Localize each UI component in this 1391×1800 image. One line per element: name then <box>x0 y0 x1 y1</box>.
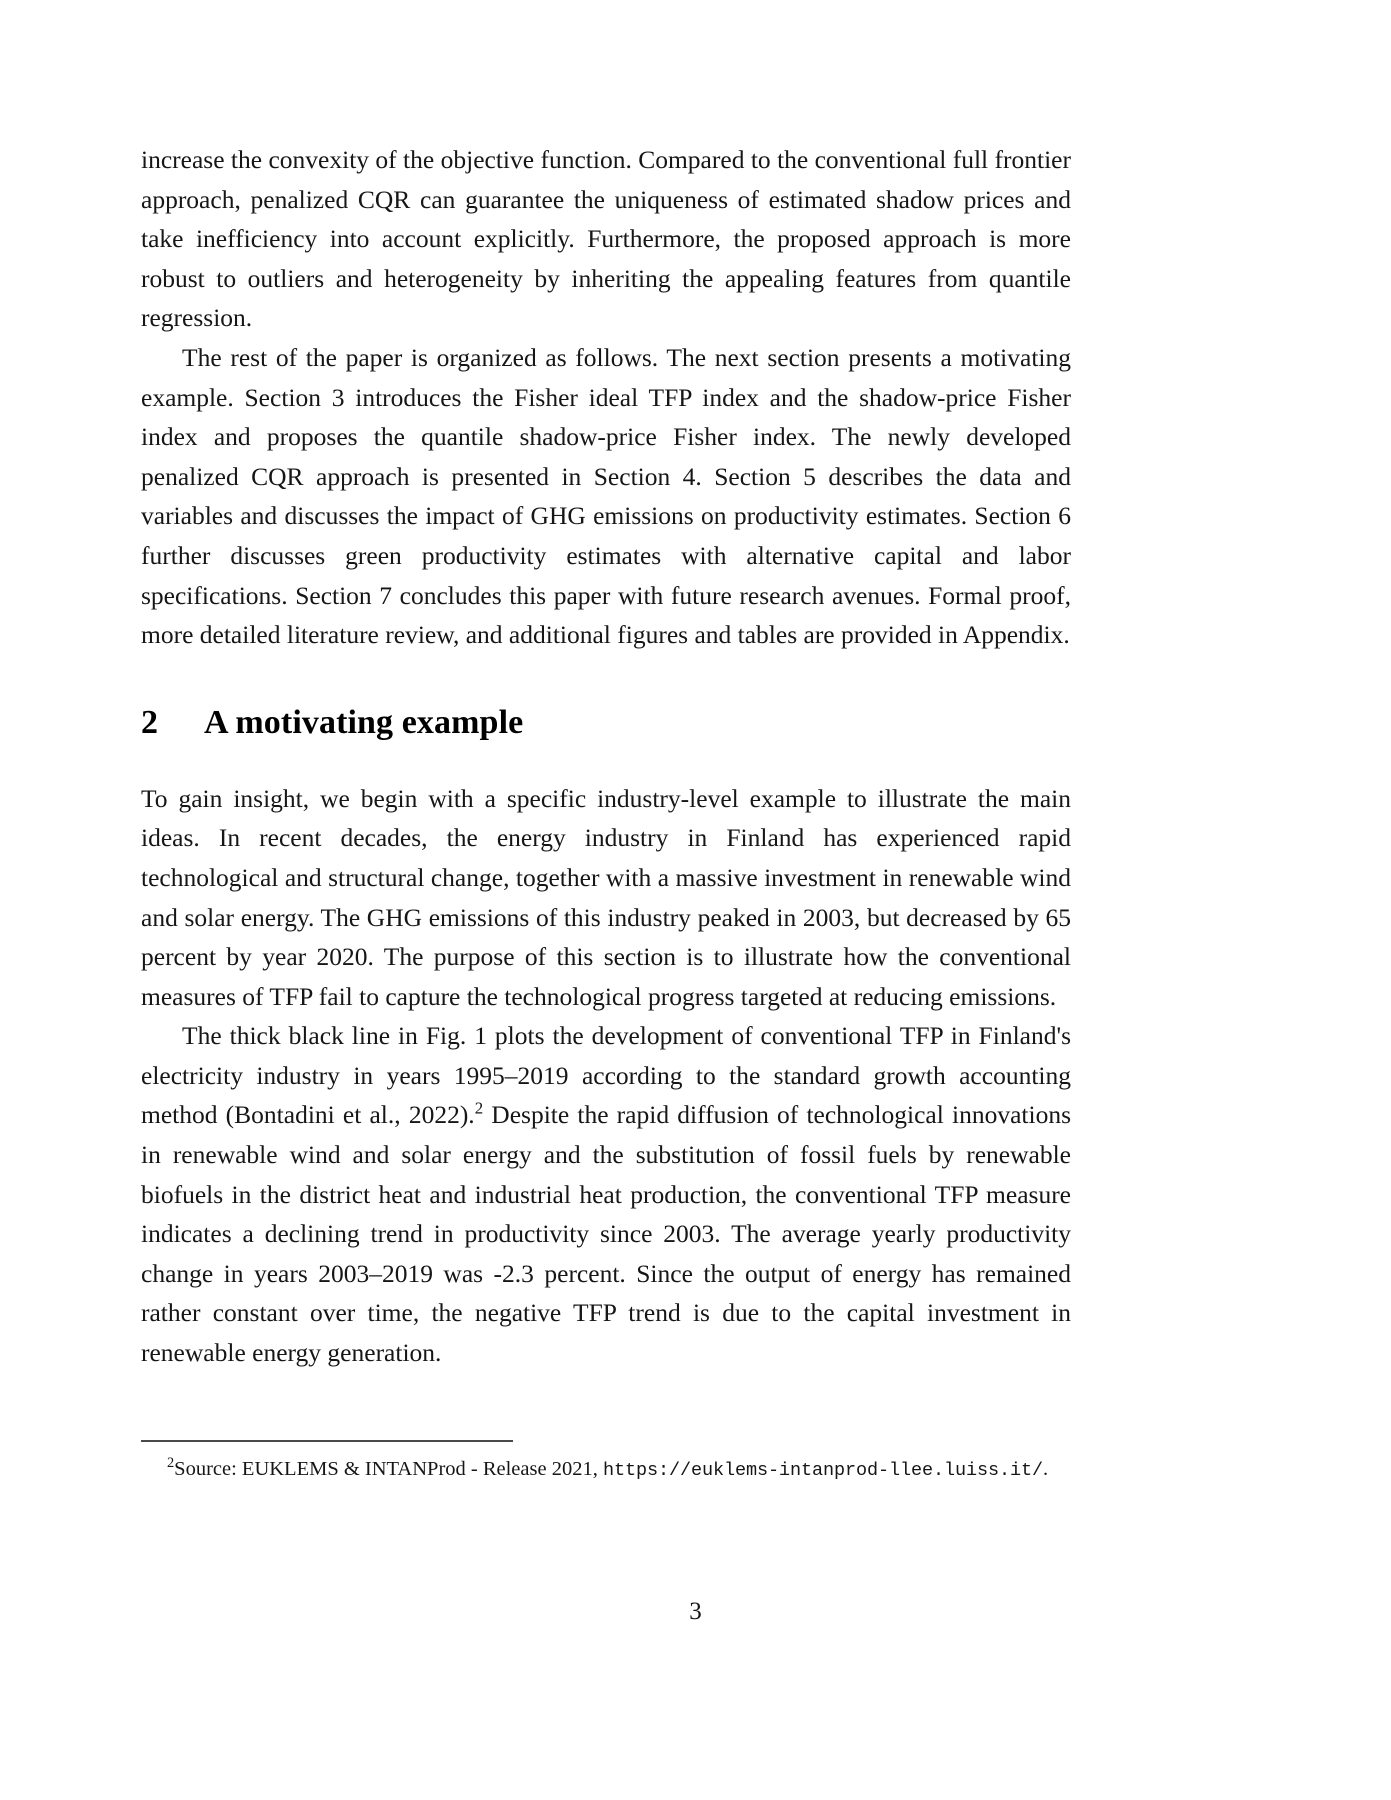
paragraph-paper-organization: The rest of the paper is organized as follows. The next section presents a motivating example. Section 3 introduces the Fisher ideal TFP index and the shadow-price Fisher index and proposes the quantile shadow-price Fisher index. The newly developed penalized CQR approach is presented in Section 4. Section 5 describes the data and variables and discusses the impact of GHG emissions on productivity estimates. Section 6 further discusses green productivity estimates with alternative capital and labor specifications. Section 7 concludes this paper with future research avenues. Formal proof, more detailed literature review, and additional figures and tables are provided in Appendix. <box>141 342 1071 650</box>
spacer-after-heading <box>141 745 1071 779</box>
section-heading <box>141 701 1071 745</box>
paragraph-tfp-figure-part1: The thick black line in Fig. 1 plots the development of conventional TFP in Finland's electricity industry in years 1995–2019 according to the standard growth accounting method (Bontadini et al., 2022). <box>141 1021 1071 1130</box>
footnote-trailing-period: . <box>1043 1457 1049 1480</box>
paragraph-continuation: increase the convexity of the objective function. Compared to the conventional full frontier approach, penalized CQR can guarantee the uniqueness of estimated shadow prices and take inefficiency into account explicitly. Furthermore, the proposed approach is more robust to outliers and heterogeneity by inheriting the appealing features from quantile regression. <box>141 145 1071 333</box>
page-number: 3 <box>689 1598 702 1625</box>
footnote-source-text: Source: EUKLEMS & INTANProd - Release 2021, <box>174 1457 603 1480</box>
footnote-number: 2 <box>167 1454 175 1471</box>
footnote-marker-inline[interactable]: 2 <box>474 1098 484 1118</box>
page-body-content <box>141 140 1071 1373</box>
spacer-before-heading <box>141 655 1071 701</box>
section-title: A motivating example <box>204 703 524 741</box>
footnote-area <box>141 1440 1071 1485</box>
footnote-text <box>141 1455 1071 1485</box>
paragraph-tfp-figure-part2: Despite the rapid diffusion of technological innovations in renewable wind and solar energy and the substitution of fossil fuels by renewable biofuels in the district heat and industrial heat production, the conventional TFP measure indicates a declining trend in productivity since 2003. The average yearly productivity change in years 2003–2019 was -2.3 percent. Since the output of energy has remained rather constant over time, the negative TFP trend is due to the capital investment in renewable energy generation. <box>141 1100 1071 1368</box>
footnote-separator-rule <box>141 1440 513 1442</box>
footnote-url-link[interactable]: https://euklems-intanprod-llee.luiss.it/ <box>602 1459 1044 1481</box>
paragraph-motivating-intro: To gain insight, we begin with a specific industry-level example to illustrate the main ideas. In recent decades, the energy industry in Finland has experienced rapid technological and structural change, together with a massive investment in renewable wind and solar energy. The GHG emissions of this industry peaked in 2003, but decreased by 65 percent by year 2020. The purpose of this section is to illustrate how the conventional measures of TFP fail to capture the technological progress targeted at reducing emissions. <box>141 783 1071 1011</box>
section-number: 2 <box>141 703 159 741</box>
paragraph-tfp-figure <box>141 1016 1071 1372</box>
